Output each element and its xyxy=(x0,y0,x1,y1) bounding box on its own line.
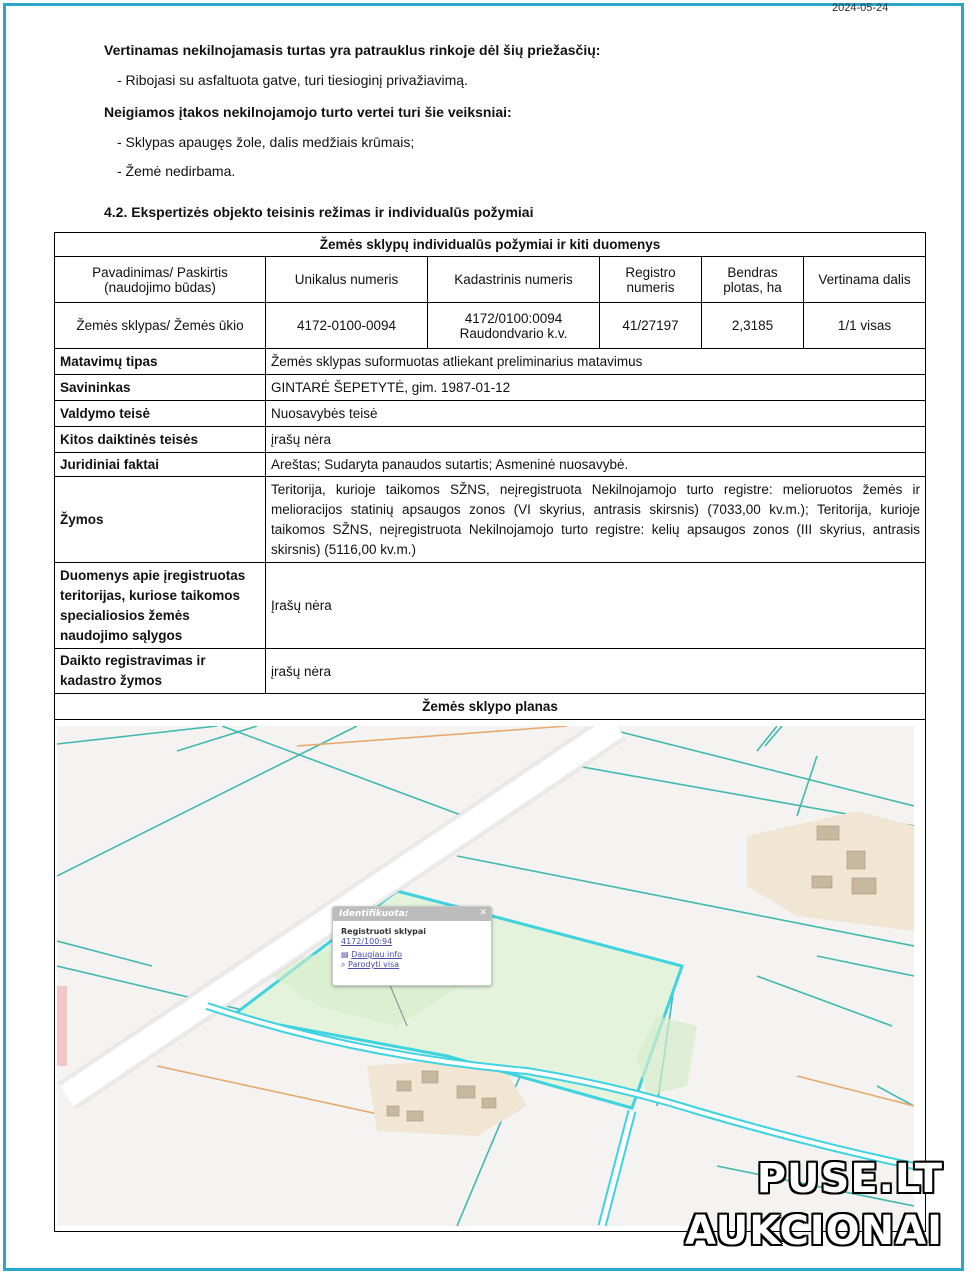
table-title: Žemės sklypų individualūs požymiai ir kiti duomenys xyxy=(55,233,926,257)
column-header: Kadastrinis numeris xyxy=(428,257,600,303)
valued-share: 1/1 visas xyxy=(804,303,926,349)
column-header: Vertinama dalis xyxy=(804,257,926,303)
detail-label: Duomenys apie įregistruotas teritorijas, kuriose taikomos specialiosios žemės naudojimo sąlygos xyxy=(55,563,266,649)
detail-value: Žemės sklypas suformuotas atliekant preliminarius matavimus xyxy=(266,349,926,375)
building xyxy=(422,1071,438,1083)
document-date: 2024-05-24 xyxy=(832,2,889,14)
detail-value: Įrašų nėra xyxy=(266,563,926,649)
popup-more-info[interactable] xyxy=(333,946,491,959)
unique-number: 4172-0100-0094 xyxy=(266,303,428,349)
side-road xyxy=(602,1111,632,1226)
detail-label: Žymos xyxy=(55,477,266,563)
detail-value: Nuosavybės teisė xyxy=(266,401,926,427)
detail-value: įrašų nėra xyxy=(266,427,926,453)
detail-label: Valdymo teisė xyxy=(55,401,266,427)
parcel-line xyxy=(757,726,777,751)
negative-item: - Žemė nedirbama. xyxy=(117,163,236,179)
cadastral-cell xyxy=(428,303,600,349)
negative-item: - Sklypas apaugęs žole, dalis medžiais krūmais; xyxy=(117,134,415,150)
building xyxy=(387,1106,399,1116)
building xyxy=(812,876,832,888)
parcel-line xyxy=(57,726,357,876)
building xyxy=(407,1111,423,1121)
info-icon: ▤ xyxy=(341,950,349,959)
positive-heading: Vertinamas nekilnojamasis turtas yra patrauklus rinkoje dėl šių priežasčių: xyxy=(104,42,601,58)
section-title: 4.2. Ekspertizės objekto teisinis režimas ir individualūs požymiai xyxy=(104,204,534,220)
watermark-line-1: PUSE.LT xyxy=(756,1156,943,1202)
popup-close-icon[interactable]: ✕ xyxy=(479,908,487,918)
popup-parcel-link[interactable]: 4172/100:94 xyxy=(341,937,393,946)
hatched-area xyxy=(57,986,67,1066)
detail-label: Kitos daiktinės teisės xyxy=(55,427,266,453)
registry-number: 41/27197 xyxy=(600,303,702,349)
parcel-line xyxy=(57,726,217,744)
plot-area: 2,3185 xyxy=(702,303,804,349)
building xyxy=(482,1098,496,1108)
detail-label: Juridiniai faktai xyxy=(55,453,266,477)
detail-value: GINTARĖ ŠEPETYTĖ, gim. 1987-01-12 xyxy=(266,375,926,401)
land-plot-map xyxy=(57,726,914,1226)
detail-value: Teritorija, kurioje taikomos SŽNS, neįregistruota Nekilnojamojo turto registre: melioruotos žemės ir melioracijos statinių apsaugos zonos (VI skyrius, antrasis skirsnis) (7033,00 kv.m.); Teritorija, kurioje taikomos SŽNS, neįregistruota Nekilnojamojo turto registre: kelių apsaugos zonos (III skyrius, antrasis skirsnis) (5116,00 kv.m.) xyxy=(266,477,926,563)
column-header: Registro numeris xyxy=(600,257,702,303)
column-header: Pavadinimas/ Paskirtis (naudojimo būdas) xyxy=(55,257,266,303)
cadastral-number: 4172/0100:0094 xyxy=(464,310,563,326)
plot-name: Žemės sklypas/ Žemės ūkio xyxy=(55,303,266,349)
building xyxy=(847,851,865,869)
detail-label: Matavimų tipas xyxy=(55,349,266,375)
parcel-line xyxy=(765,726,782,746)
zoom-icon: ⌕ xyxy=(341,960,346,969)
building xyxy=(817,826,839,840)
watermark-line-2: AUKCIONAI xyxy=(685,1208,943,1254)
boundary-line xyxy=(797,1076,914,1106)
show-all-label: Parodyti visa xyxy=(348,960,400,969)
parcel-line xyxy=(817,956,914,976)
detail-value: Areštas; Sudaryta panaudos sutartis; Asmeninė nuosavybė. xyxy=(266,453,926,477)
boundary-line xyxy=(157,1066,387,1116)
parcel-line xyxy=(877,1086,914,1106)
detail-label: Savininkas xyxy=(55,375,266,401)
building xyxy=(852,878,876,894)
parcel-line xyxy=(57,941,152,966)
building xyxy=(397,1081,411,1091)
column-header: Unikalus numeris xyxy=(266,257,428,303)
popup-subtitle: Registruoti sklypai xyxy=(341,927,427,936)
building xyxy=(457,1086,475,1098)
popup-show-all[interactable] xyxy=(333,959,491,970)
detail-label: Daikto registravimas ir kadastro žymos xyxy=(55,649,266,694)
negative-heading: Neigiamos įtakos nekilnojamojo turto vertei turi šie veiksniai: xyxy=(104,104,512,120)
popup-title: Identifikuota: xyxy=(333,907,491,921)
cadastral-area: Raudondvario k.v. xyxy=(459,325,568,341)
parcel-line xyxy=(757,976,892,1026)
positive-item: - Ribojasi su asfaltuota gatve, turi tiesioginį privažiavimą. xyxy=(117,72,468,88)
more-info-label: Daugiau info xyxy=(351,950,403,959)
detail-value: įrašų nėra xyxy=(266,649,926,694)
identify-popup[interactable] xyxy=(332,906,492,986)
column-header: Bendras plotas, ha xyxy=(702,257,804,303)
plan-title: Žemės sklypo planas xyxy=(55,694,926,720)
parcel-line xyxy=(597,726,914,806)
